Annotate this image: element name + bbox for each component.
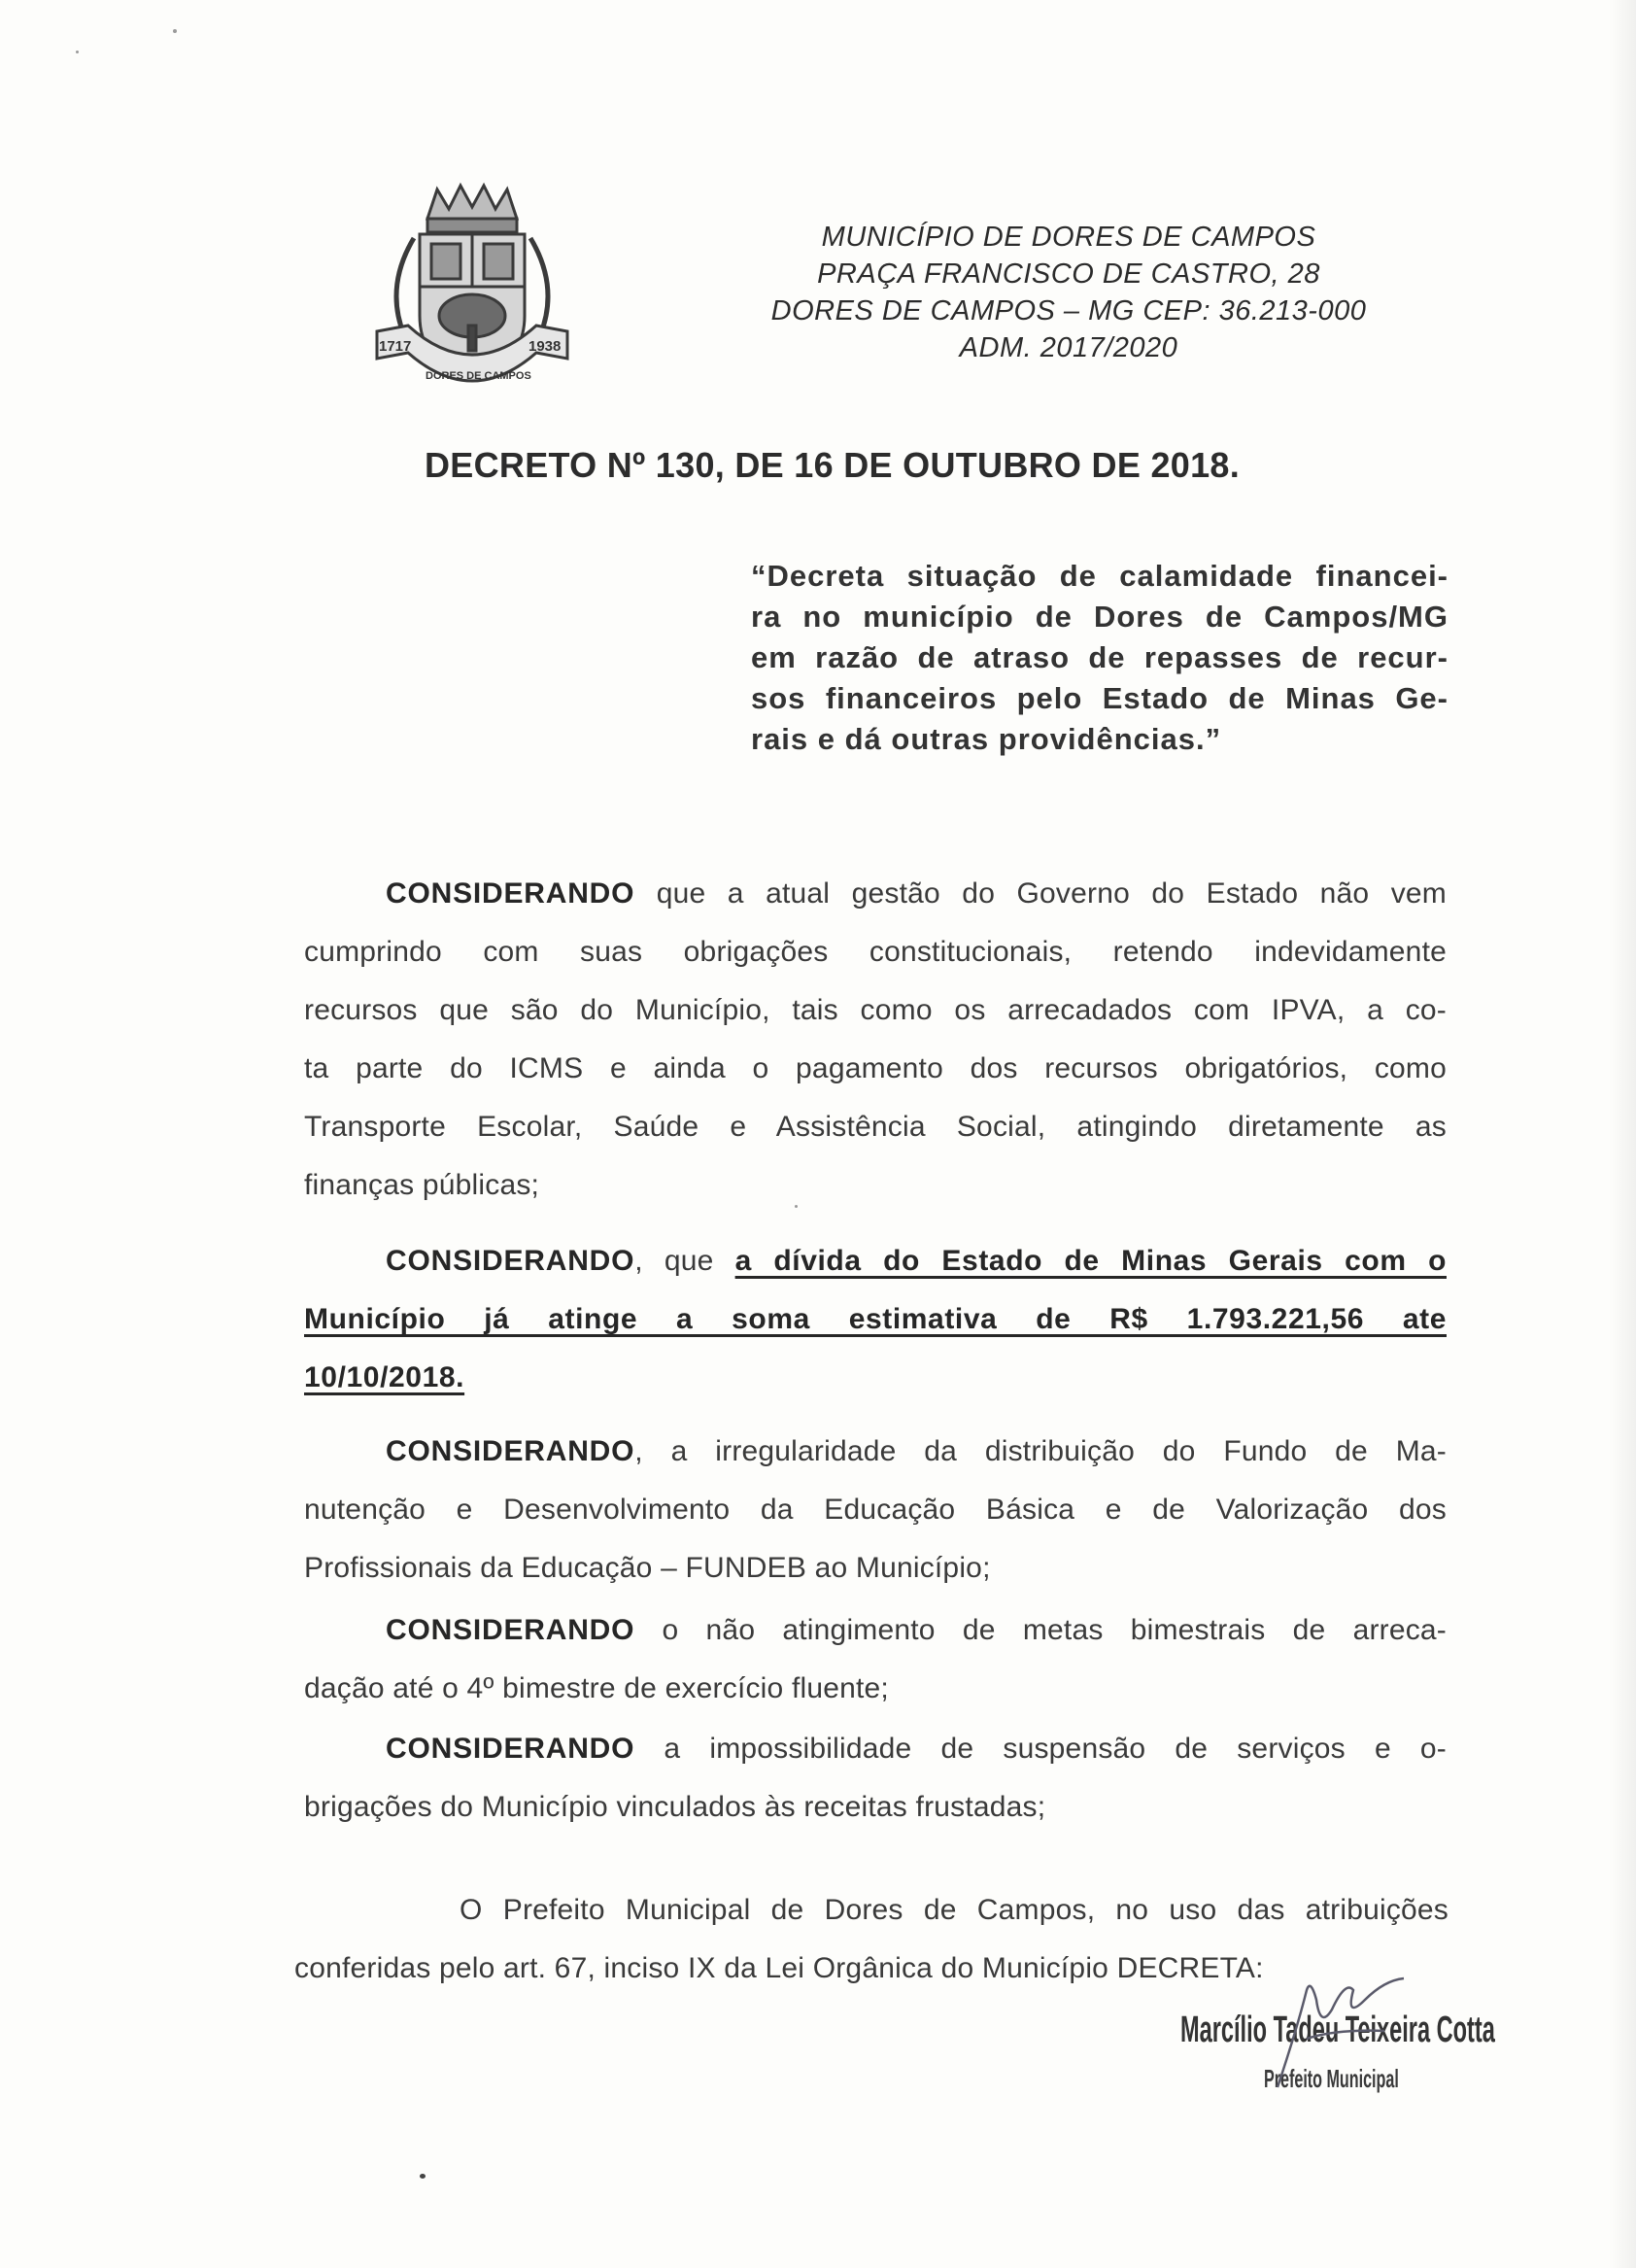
paragraph-line: nutenção e Desenvolvimento da Educação Básica e de Valorização dos [304,1494,1447,1526]
signature-role: Prefeito Municipal [1264,2064,1399,2093]
considering-lead: CONSIDERANDO [386,1245,635,1277]
considering-lead: CONSIDERANDO [386,877,635,910]
paragraph-text: a impossibilidade de suspensão de serviços e o- [634,1733,1447,1765]
paragraph-line: conferidas pelo art. 67, inciso IX da Lei Orgânica do Município DECRETA: [294,1952,1264,1984]
letterhead-municipality: MUNICÍPIO DE DORES DE CAMPOS [821,222,1316,253]
paragraph-line [304,1720,1447,1778]
considering-paragraph-2 [304,1232,1447,1407]
paragraph-text: que a atual gestão do Governo do Estado não vem [634,877,1447,910]
paragraph-line: ta parte do ICMS e ainda o pagamento dos recursos obrigatórios, como [304,1052,1447,1084]
paragraph-text: , que [634,1245,735,1277]
paragraph-text: o não atingimento de metas bimestrais de arreca- [634,1614,1447,1646]
seal-motto: DORES DE CAMPOS [426,370,531,382]
summary-line: em razão de atraso de repasses de recur- [751,640,1449,674]
debt-date-highlight: 10/10/2018. [304,1361,465,1393]
summary-line: “Decreta situação de calamidade financei- [751,559,1449,593]
seal-year-left: 1717 [379,338,412,355]
debt-amount-highlight: a dívida do Estado de Minas Gerais com o [734,1245,1447,1277]
considering-lead: CONSIDERANDO [386,1614,635,1646]
letterhead-administration: ADM. 2017/2020 [959,332,1178,363]
paragraph-line: brigações do Município vinculados às receitas frustadas; [304,1791,1046,1823]
paragraph-line [304,1349,1447,1407]
considering-lead: CONSIDERANDO [386,1435,635,1467]
considering-lead: CONSIDERANDO [386,1733,635,1765]
considering-paragraph-5 [304,1720,1447,1837]
letterhead-address: PRAÇA FRANCISCO DE CASTRO, 28 [817,258,1320,290]
paragraph-line [304,1232,1447,1290]
paragraph-line: dação até o 4º bimestre de exercício fluente; [304,1672,889,1704]
paragraph-text: , a irregularidade da distribuição do Fundo de Ma- [634,1435,1447,1467]
considering-paragraph-1 [304,865,1447,1215]
scan-speck [420,2174,426,2179]
municipal-seal-icon [369,180,575,386]
scan-speck [173,29,177,33]
considering-paragraph-3 [304,1423,1447,1598]
decree-title: DECRETO Nº 130, DE 16 DE OUTUBRO DE 2018. [425,445,1241,485]
paragraph-line: Transporte Escolar, Saúde e Assistência Social, atingindo diretamente as [304,1111,1447,1143]
paragraph-line: recursos que são do Município, tais como os arrecadados com IPVA, a co- [304,994,1447,1026]
summary-line: sos financeiros pelo Estado de Minas Ge- [751,681,1449,715]
scan-edge-shadow [1609,0,1636,2268]
paragraph-line [304,1290,1447,1349]
seal-year-right: 1938 [528,338,562,355]
paragraph-line [304,1423,1447,1481]
summary-line: rais e dá outras providências.” [751,722,1222,756]
debt-amount-highlight: Município já atinge a soma estimativa de R$ 1.793.221,56 ate [304,1303,1447,1335]
summary-line: ra no município de Dores de Campos/MG [751,600,1449,634]
paragraph-line: finanças públicas; [304,1169,540,1201]
letterhead [709,219,1428,366]
paragraph-line [304,865,1447,923]
paragraph-line: cumprindo com suas obrigações constitucionais, retendo indevidamente [304,936,1447,968]
mayor-signature [1180,1990,1495,2116]
letterhead-city-cep: DORES DE CAMPOS – MG CEP: 36.213-000 [770,295,1367,326]
paragraph-line [304,1601,1447,1660]
paragraph-line: O Prefeito Municipal de Dores de Campos, no uso das atribuições [460,1894,1449,1926]
scan-speck [76,51,79,53]
paragraph-line: Profissionais da Educação – FUNDEB ao Município; [304,1552,991,1584]
signature-name: Marcílio Tadeu Teixeira Cotta [1180,2010,1495,2050]
handwritten-signature-icon [1239,1971,1433,2097]
decree-summary [751,556,1449,760]
considering-paragraph-4 [304,1601,1447,1718]
